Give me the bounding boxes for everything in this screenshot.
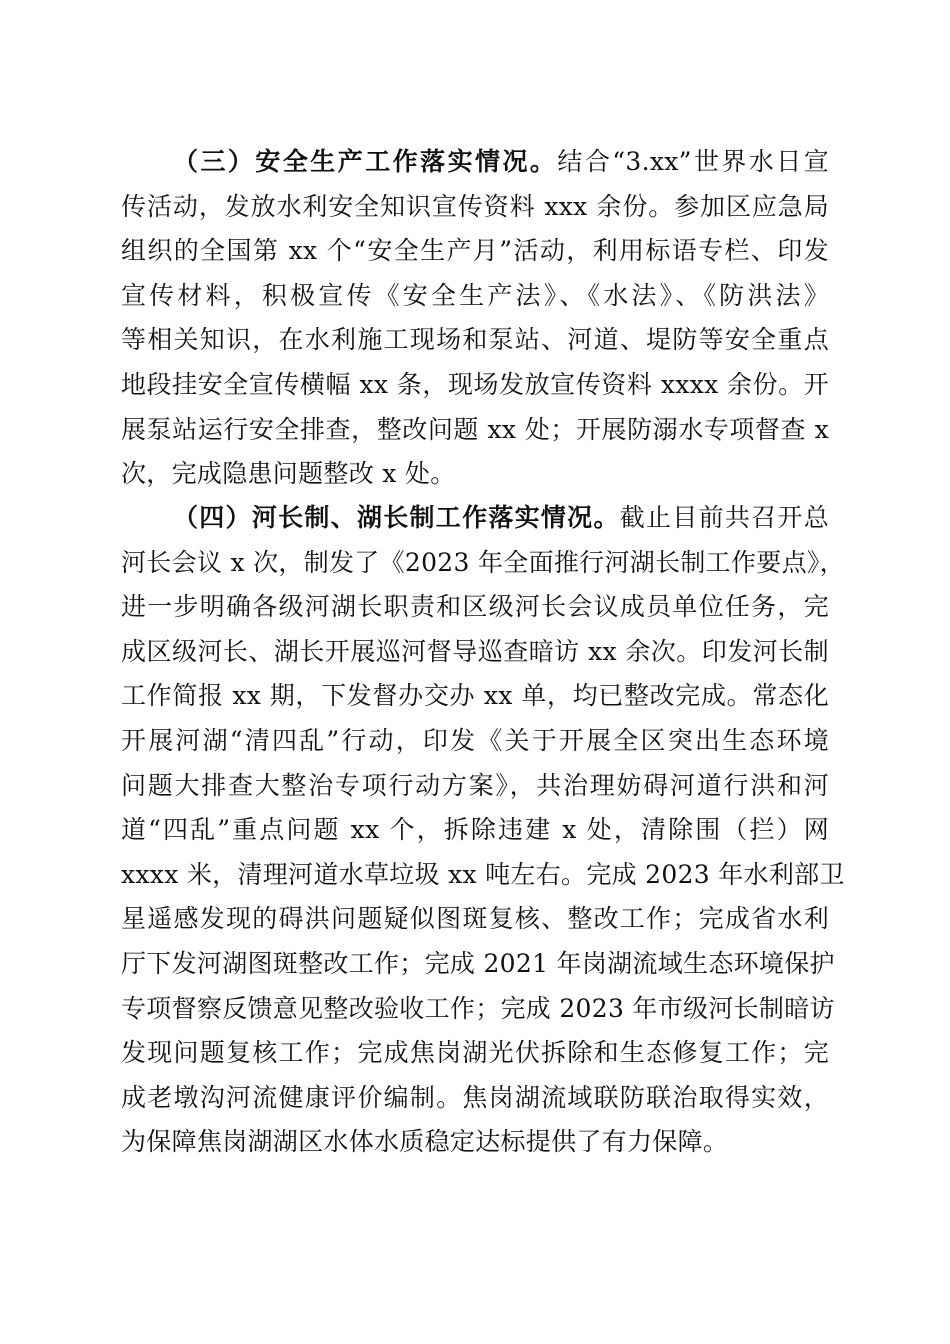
paragraph-line: （四）河长制、湖长制工作落实情况。截止目前共召开总 bbox=[173, 503, 830, 532]
paragraph-line: 发现问题复核工作；完成焦岗湖光伏拆除和生态修复工作；完 bbox=[121, 1038, 829, 1068]
paragraph-safety-production bbox=[121, 140, 829, 497]
section-heading: （四）河长制、湖长制工作落实情况。 bbox=[173, 503, 620, 532]
paragraph-line: 组织的全国第 xx 个“安全生产月”活动，利用标语专栏、印发 bbox=[121, 236, 829, 266]
paragraph-line: 道“四乱”重点问题 xx 个，拆除违建 x 处，清除围（拦）网 bbox=[121, 815, 829, 845]
paragraph-line: 开展河湖“清四乱”行动，印发《关于开展全区突出生态环境 bbox=[121, 725, 829, 755]
paragraph-line: 厅下发河湖图斑整改工作；完成 2021 年岗湖流域生态环境保护 bbox=[121, 948, 835, 978]
paragraph-line: 成区级河长、湖长开展巡河督导巡查暗访 xx 余次。印发河长制 bbox=[121, 636, 829, 666]
paragraph-line: 宣传材料，积极宣传《安全生产法》、《水法》、《防洪法》 bbox=[121, 280, 829, 310]
paragraph-line: 传活动，发放水利安全知识宣传资料 xxx 余份。参加区应急局 bbox=[121, 191, 829, 221]
paragraph-line: 河长会议 x 次，制发了《2023 年全面推行河湖长制工作要点》， bbox=[121, 547, 845, 577]
paragraph-line: 地段挂安全宣传横幅 xx 条，现场发放宣传资料 xxxx 余份。开 bbox=[121, 369, 829, 399]
paragraph-line: 星遥感发现的碍洪问题疑似图斑复核、整改工作；完成省水利 bbox=[121, 904, 829, 934]
paragraph-line: （三）安全生产工作落实情况。结合“3.xx”世界水日宣 bbox=[173, 147, 829, 176]
paragraph-line: 为保障焦岗湖湖区水体水质稳定达标提供了有力保障。 bbox=[121, 1127, 729, 1157]
paragraph-river-lake-chief bbox=[121, 496, 845, 1165]
paragraph-line: 成老墩沟河流健康评价编制。焦岗湖流域联防联治取得实效， bbox=[121, 1082, 829, 1112]
paragraph-line: 工作简报 xx 期，下发督办交办 xx 单，均已整改完成。常态化 bbox=[121, 681, 829, 711]
section-heading: （三）安全生产工作落实情况。 bbox=[173, 147, 558, 176]
paragraph-line: 进一步明确各级河湖长职责和区级河长会议成员单位任务，完 bbox=[121, 592, 829, 622]
paragraph-line: 等相关知识，在水利施工现场和泵站、河道、堤防等安全重点 bbox=[121, 325, 829, 355]
paragraph-line: 次，完成隐患问题整改 x 处。 bbox=[121, 459, 456, 489]
paragraph-line: xxxx 米，清理河道水草垃圾 xx 吨左右。完成 2023 年水利部卫 bbox=[121, 859, 845, 889]
paragraph-line: 展泵站运行安全排查，整改问题 xx 处；开展防溺水专项督查 x bbox=[121, 414, 829, 444]
paragraph-line: 问题大排查大整治专项行动方案》，共治理妨碍河道行洪和河 bbox=[121, 770, 829, 800]
paragraph-line: 专项督察反馈意见整改验收工作；完成 2023 年市级河长制暗访 bbox=[121, 993, 835, 1023]
